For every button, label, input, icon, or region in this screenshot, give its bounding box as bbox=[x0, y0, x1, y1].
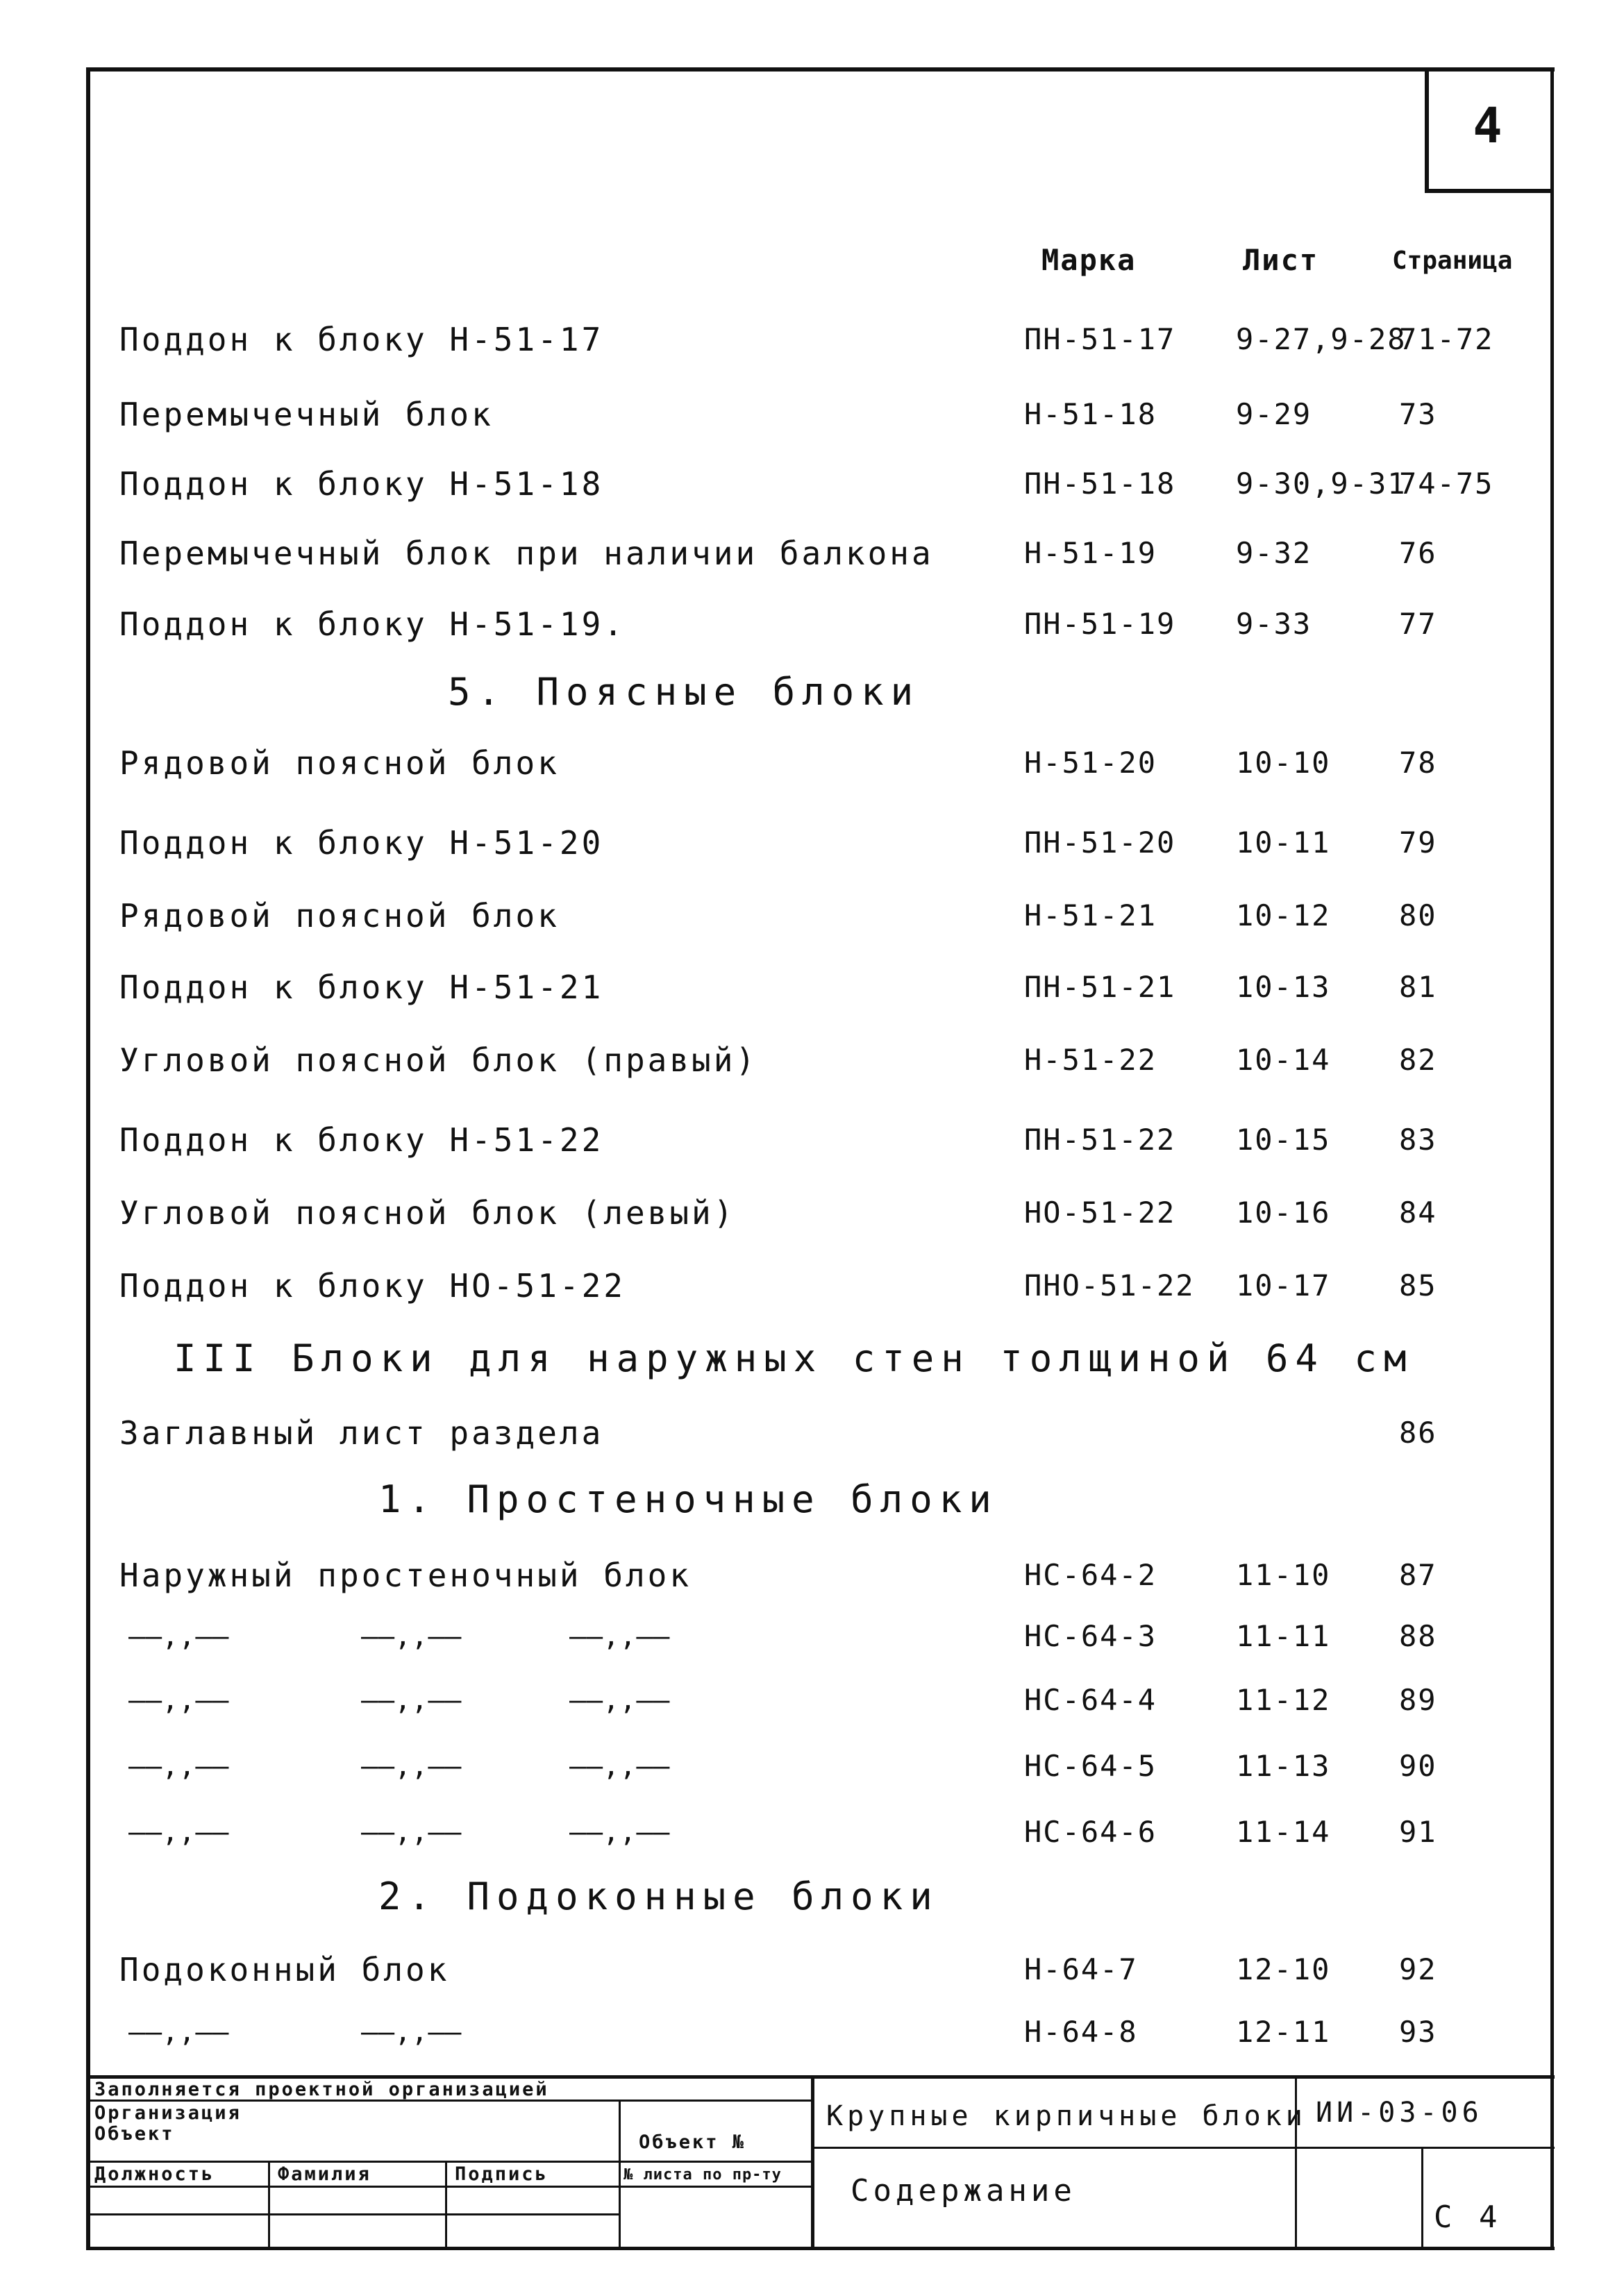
row-page: 87 bbox=[1399, 1558, 1437, 1592]
ditto-mark: ——,,—— bbox=[128, 1750, 229, 1782]
stamp-line bbox=[86, 2186, 811, 2188]
header-page: Страница bbox=[1392, 246, 1513, 275]
row-name: Угловой поясной блок (левый) bbox=[119, 1194, 736, 1232]
row-name: Поддон к блоку Н-51-22 bbox=[119, 1121, 604, 1159]
row-mark: Н-51-20 bbox=[1024, 746, 1157, 780]
stamp-vline bbox=[811, 2075, 814, 2247]
frame-bottom-border bbox=[86, 2247, 1555, 2250]
row-sheet: 11-11 bbox=[1236, 1619, 1331, 1653]
row-mark: ПН-51-18 bbox=[1024, 467, 1176, 501]
stamp-vline bbox=[268, 2161, 270, 2247]
stamp-surname: Фамилия bbox=[278, 2163, 371, 2185]
row-page: 76 bbox=[1399, 536, 1437, 570]
row-sheet: 10-16 bbox=[1236, 1196, 1331, 1230]
stamp-line bbox=[86, 2161, 811, 2163]
row-name: Наружный простеночный блок bbox=[119, 1557, 692, 1594]
row-page: 80 bbox=[1399, 898, 1437, 932]
row-name: Заглавный лист раздела bbox=[119, 1414, 604, 1452]
row-mark: ПНО-51-22 bbox=[1024, 1268, 1195, 1302]
row-mark: НС-64-6 bbox=[1024, 1815, 1157, 1849]
row-mark: НС-64-5 bbox=[1024, 1749, 1157, 1783]
row-mark: НС-64-4 bbox=[1024, 1683, 1157, 1717]
stamp-page: С 4 bbox=[1434, 2199, 1502, 2235]
section-heading: 5. Поясные блоки bbox=[448, 670, 921, 714]
row-page: 81 bbox=[1399, 970, 1437, 1004]
row-mark: НС-64-3 bbox=[1024, 1619, 1157, 1653]
frame-right-border bbox=[1550, 67, 1554, 2249]
row-sheet: 9-29 bbox=[1236, 397, 1312, 431]
frame-left-border bbox=[86, 67, 90, 2249]
ditto-mark: ——,,—— bbox=[361, 2016, 462, 2048]
header-mark: Марка bbox=[1041, 243, 1137, 277]
row-sheet: 10-12 bbox=[1236, 898, 1331, 932]
row-name: Поддон к блоку Н-51-21 bbox=[119, 969, 604, 1006]
row-mark: Н-64-7 bbox=[1024, 1952, 1138, 1986]
row-mark: Н-51-22 bbox=[1024, 1043, 1157, 1077]
row-mark: ПН-51-19 bbox=[1024, 607, 1176, 641]
stamp-signature: Подпись bbox=[455, 2163, 549, 2185]
stamp-line bbox=[811, 2147, 1555, 2149]
row-page: 89 bbox=[1399, 1683, 1437, 1717]
row-name: Поддон к блоку Н-51-19. bbox=[119, 605, 626, 643]
row-page: 83 bbox=[1399, 1123, 1437, 1157]
row-name: Перемычечный блок bbox=[119, 396, 494, 433]
ditto-mark: ——,,—— bbox=[569, 1750, 670, 1782]
row-page: 78 bbox=[1399, 746, 1437, 780]
ditto-mark: ——,,—— bbox=[128, 1816, 229, 1848]
row-sheet: 10-10 bbox=[1236, 746, 1331, 780]
stamp-title: Крупные кирпичные блоки bbox=[826, 2100, 1307, 2132]
section-heading: 1. Простеночные блоки bbox=[378, 1477, 998, 1521]
row-page: 92 bbox=[1399, 1952, 1437, 1986]
row-page: 93 bbox=[1399, 2015, 1437, 2049]
stamp-subject: Содержание bbox=[851, 2173, 1076, 2209]
stamp-position: Должность bbox=[94, 2163, 215, 2185]
row-page: 84 bbox=[1399, 1196, 1437, 1230]
row-mark: ПН-51-22 bbox=[1024, 1123, 1176, 1157]
row-page: 82 bbox=[1399, 1043, 1437, 1077]
row-mark: Н-64-8 bbox=[1024, 2015, 1138, 2049]
row-sheet: 11-12 bbox=[1236, 1683, 1331, 1717]
row-page: 90 bbox=[1399, 1749, 1437, 1783]
row-sheet: 10-15 bbox=[1236, 1123, 1331, 1157]
row-sheet: 9-33 bbox=[1236, 607, 1312, 641]
row-name: Подоконный блок bbox=[119, 1951, 450, 1988]
ditto-mark: ——,,—— bbox=[361, 1620, 462, 1652]
row-mark: Н-51-21 bbox=[1024, 898, 1157, 932]
row-name: Рядовой поясной блок bbox=[119, 744, 560, 782]
row-mark: Н-51-18 bbox=[1024, 397, 1157, 431]
stamp-organization: Организация bbox=[94, 2102, 242, 2124]
ditto-mark: ——,,—— bbox=[361, 1684, 462, 1716]
row-mark: ПН-51-20 bbox=[1024, 826, 1176, 860]
ditto-mark: ——,,—— bbox=[128, 1684, 229, 1716]
row-page: 79 bbox=[1399, 826, 1437, 860]
ditto-mark: ——,,—— bbox=[569, 1620, 670, 1652]
stamp-object: Объект bbox=[94, 2123, 175, 2145]
row-name: Поддон к блоку Н-51-17 bbox=[119, 321, 604, 358]
row-name: Перемычечный блок при наличии балкона bbox=[119, 535, 934, 572]
row-page: 85 bbox=[1399, 1268, 1437, 1302]
row-sheet: 11-14 bbox=[1236, 1815, 1331, 1849]
page-number: 4 bbox=[1473, 97, 1502, 154]
row-sheet: 11-10 bbox=[1236, 1558, 1331, 1592]
row-page: 74-75 bbox=[1399, 467, 1494, 501]
row-name: Поддон к блоку Н-51-20 bbox=[119, 824, 604, 862]
row-page: 73 bbox=[1399, 397, 1437, 431]
ditto-mark: ——,,—— bbox=[569, 1684, 670, 1716]
row-sheet: 10-13 bbox=[1236, 970, 1331, 1004]
stamp-vline bbox=[619, 2100, 621, 2247]
row-mark: НО-51-22 bbox=[1024, 1196, 1176, 1230]
stamp-filled-by: Заполняется проектной организацией bbox=[94, 2079, 549, 2100]
ditto-mark: ——,,—— bbox=[361, 1816, 462, 1848]
row-page: 91 bbox=[1399, 1815, 1437, 1849]
row-sheet: 10-14 bbox=[1236, 1043, 1331, 1077]
stamp-line bbox=[86, 2213, 621, 2215]
row-sheet: 12-11 bbox=[1236, 2015, 1331, 2049]
ditto-mark: ——,,—— bbox=[128, 1620, 229, 1652]
section-heading: III Блоки для наружных стен толщиной 64 см bbox=[174, 1336, 1414, 1380]
frame-top-border bbox=[86, 67, 1555, 72]
stamp-code: ИИ-03-06 bbox=[1316, 2097, 1483, 2129]
ditto-mark: ——,,—— bbox=[128, 2016, 229, 2048]
stamp-object-no: Объект № bbox=[639, 2131, 746, 2153]
row-mark: ПН-51-21 bbox=[1024, 970, 1176, 1004]
row-sheet: 9-32 bbox=[1236, 536, 1312, 570]
row-name: Угловой поясной блок (правый) bbox=[119, 1041, 758, 1079]
stamp-sheet-no: № листа по пр-ту bbox=[623, 2166, 782, 2184]
ditto-mark: ——,,—— bbox=[569, 1816, 670, 1848]
row-name: Поддон к блоку НО-51-22 bbox=[119, 1267, 626, 1305]
row-sheet: 10-17 bbox=[1236, 1268, 1331, 1302]
row-mark: НС-64-2 bbox=[1024, 1558, 1157, 1592]
stamp-vline bbox=[1421, 2147, 1423, 2247]
row-page: 86 bbox=[1399, 1416, 1437, 1450]
row-page: 77 bbox=[1399, 607, 1437, 641]
ditto-mark: ——,,—— bbox=[361, 1750, 462, 1782]
row-sheet: 11-13 bbox=[1236, 1749, 1331, 1783]
section-heading: 2. Подоконные блоки bbox=[378, 1875, 939, 1918]
row-sheet: 12-10 bbox=[1236, 1952, 1331, 1986]
header-sheet: Лист bbox=[1243, 243, 1319, 277]
row-mark: Н-51-19 bbox=[1024, 536, 1157, 570]
row-sheet: 10-11 bbox=[1236, 826, 1331, 860]
row-page: 71-72 bbox=[1399, 322, 1494, 356]
row-page: 88 bbox=[1399, 1619, 1437, 1653]
row-name: Рядовой поясной блок bbox=[119, 897, 560, 935]
row-mark: ПН-51-17 bbox=[1024, 322, 1176, 356]
row-sheet: 9-30,9-31 bbox=[1236, 467, 1407, 501]
row-sheet: 9-27,9-28 bbox=[1236, 322, 1407, 356]
stamp-vline bbox=[445, 2161, 447, 2247]
row-name: Поддон к блоку Н-51-18 bbox=[119, 465, 604, 503]
